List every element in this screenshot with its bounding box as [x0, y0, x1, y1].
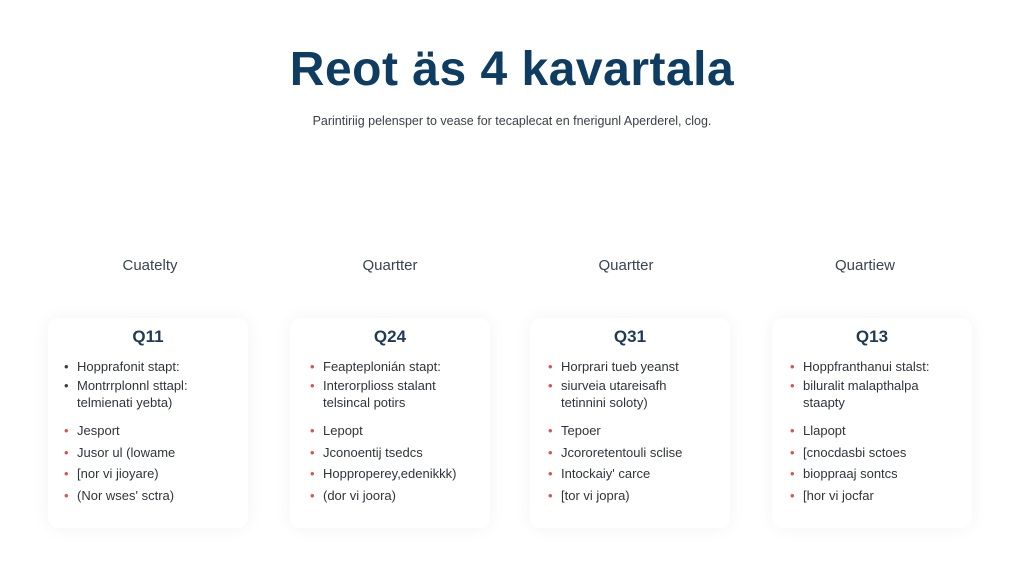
page-title: Reot äs 4 kavartala [289, 43, 735, 96]
column-label-3: Quartter [598, 257, 654, 274]
bullet-icon: • [64, 423, 69, 438]
detail-list-4 [788, 422, 906, 508]
summary-list-4 [788, 358, 929, 413]
bullet-icon: • [790, 359, 795, 374]
detail-list-2 [308, 422, 456, 508]
list-item: • [cnocdasbi sctoes [790, 444, 907, 460]
list-item: • Lepopt [310, 423, 363, 438]
bullet-icon: • [548, 466, 553, 481]
bullet-icon: • [310, 359, 315, 374]
bullet-icon: • [548, 423, 553, 438]
list-item: • [nor vi jioyare) [64, 466, 159, 481]
summary-list-2 [308, 358, 441, 413]
detail-list-1 [62, 422, 175, 508]
column-label-1: Cuatelty [122, 257, 178, 274]
list-item: • Feapteplonián stapt: [310, 359, 441, 374]
quarter-heading-4: Q13 [855, 327, 889, 346]
bullet-icon: • [548, 359, 553, 374]
quarter-card-2 [290, 318, 490, 528]
bullet-icon: • [64, 359, 69, 374]
list-item: • Interorplioss stalant telsincal potirs [310, 378, 436, 410]
list-item: • Llapopt [790, 423, 846, 438]
list-item: • siurveia utareisafh tetinnini soloty) [548, 378, 667, 410]
column-label-2: Quartter [362, 257, 418, 274]
bullet-icon: • [790, 444, 795, 460]
quarter-heading-2: Q24 [373, 327, 407, 346]
bullet-icon: • [64, 378, 69, 393]
quarter-heading-3: Q31 [613, 327, 647, 346]
list-item: • Jconoentij tsedcs [310, 444, 423, 460]
bullet-icon: • [310, 487, 315, 503]
bullet-icon: • [790, 423, 795, 438]
list-item: • Horprari tueb yeanst [548, 359, 679, 374]
list-item: • biluralit malapthalpa staapty [790, 378, 919, 410]
bullet-icon: • [310, 444, 315, 460]
bullet-icon: • [790, 487, 795, 503]
quarter-heading-1: Q11 [132, 327, 164, 346]
bullet-icon: • [310, 466, 315, 481]
bullet-icon: • [64, 466, 69, 481]
list-item: • (dor vi joora) [310, 487, 396, 503]
bullet-icon: • [790, 378, 795, 393]
column-label-4: Quartiew [834, 257, 896, 274]
list-item: • (Nor wses' sctra) [64, 487, 175, 503]
list-item: • Hopproperey,edenikkk) [310, 466, 457, 481]
page-subtitle: Parintiriig pelensper to vease for tecaplecat en fnerigunl Aperderel, clog. [312, 114, 712, 128]
list-item: • Hopprafonit stapt: [64, 359, 180, 374]
list-item: • Jusor ul (lowame [64, 444, 176, 460]
bullet-icon: • [64, 444, 69, 460]
bullet-icon: • [548, 487, 553, 503]
detail-list-3 [546, 422, 682, 508]
bullet-icon: • [310, 423, 315, 438]
list-item: • Jcororetentouli sclise [548, 444, 683, 460]
list-item: • Tepoer [548, 423, 601, 438]
quarter-card-3 [530, 318, 730, 528]
list-item: • bioppraaj sontcs [790, 466, 898, 481]
quarter-card-4 [772, 318, 972, 528]
summary-list-1 [62, 358, 188, 413]
bullet-icon: • [548, 378, 553, 393]
quarter-card-1 [48, 318, 248, 528]
list-item: • Hoppfranthanui stalst: [790, 359, 930, 374]
bullet-icon: • [64, 487, 69, 503]
bullet-icon: • [790, 466, 795, 481]
list-item: • [hor vi jocfar [790, 487, 874, 503]
list-item: • Montrrplonnl sttapl: telmienati yebta) [64, 378, 188, 410]
bullet-icon: • [310, 378, 315, 393]
list-item: • [tor vi jopra) [548, 487, 630, 503]
list-item: • Jesport [64, 423, 120, 438]
summary-list-3 [546, 358, 679, 413]
list-item: • Intockaiy' carce [548, 466, 651, 481]
bullet-icon: • [548, 444, 553, 460]
